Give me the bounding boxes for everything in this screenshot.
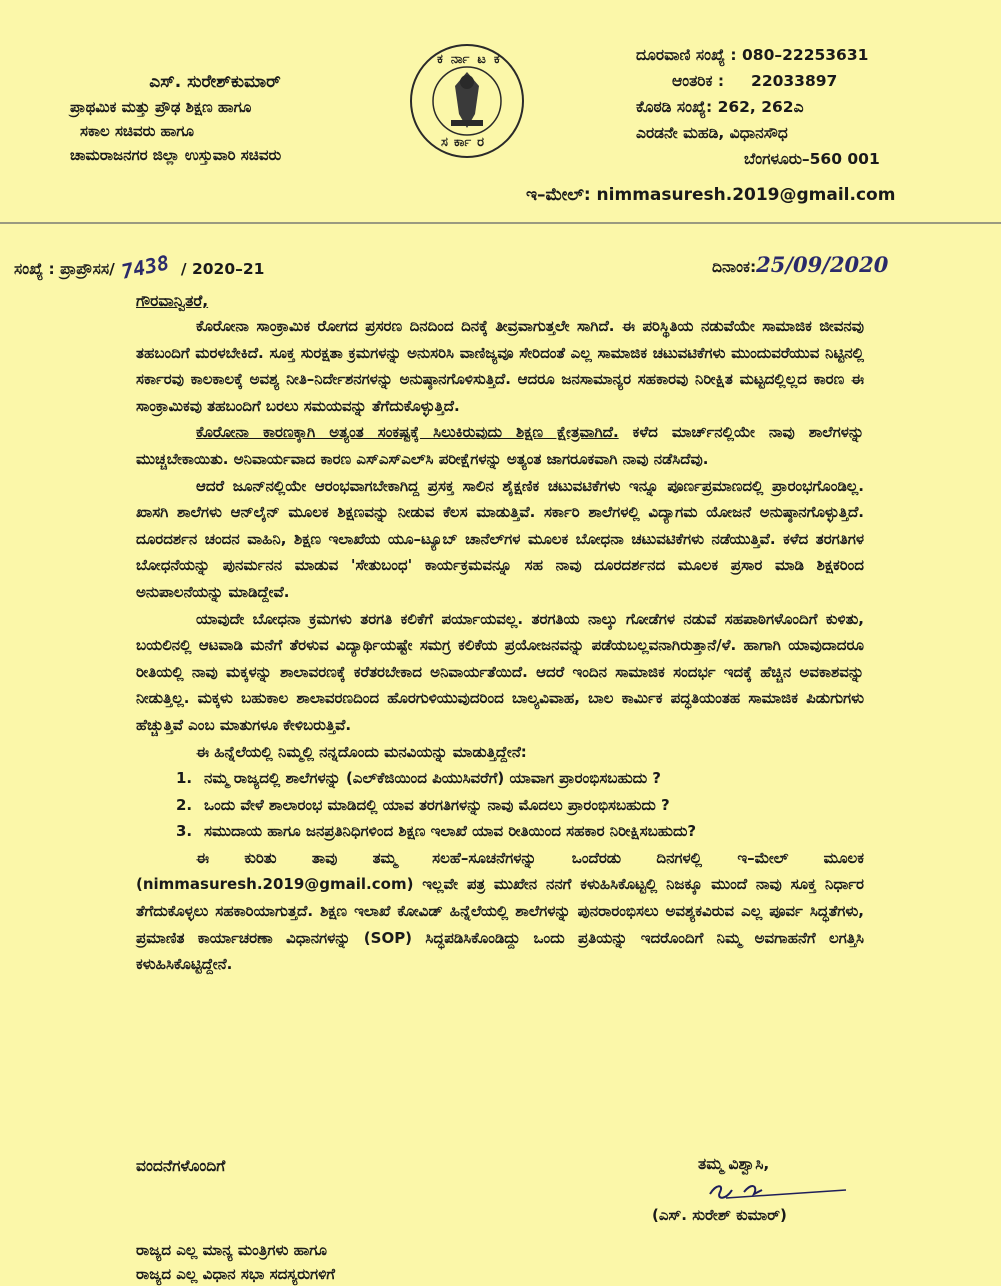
closing-yours: ತಮ್ಮ ವಿಶ್ವಾಸಿ,: [698, 1155, 770, 1173]
question-item: 2. ಒಂದು ವೇಳೆ ಶಾಲಾರಂಭ ಮಾಡಿದಲ್ಲಿ ಯಾವ ತರಗತಿಗಳನ್ನು ನಾವು ಮೊದಲು ಪ್ರಾರಂಭಿಸಬಹುದು ?: [176, 795, 670, 814]
signature-icon: [696, 1176, 856, 1206]
paragraph-2-rest: ಕಳೆದ ಮಾರ್ಚ್‌ನಲ್ಲಿಯೇ ನಾವು ಶಾಲೆಗಳನ್ನು ಮುಚ್ಚಬೇಕಾಯಿತು. ಅನಿವಾರ್ಯವಾದ ಕಾರಣ ಎಸ್‌ಎಸ್‌ಎಲ್‌ಸಿ ಪರೀಕ್ಷೆಗಳನ್ನು ಅತ್ಯಂತ ಜಾಗರೂಕವಾಗಿ ನಾವು ನಡೆಸಿದೆವು.: [136, 423, 864, 468]
date-label: ದಿನಾಂಕ:: [712, 258, 757, 276]
reference-year: / 2020–21: [180, 260, 265, 278]
minister-header: [70, 72, 370, 164]
phone-number: ದೂರವಾಣಿ ಸಂಖ್ಯೆ : 080–22253631: [636, 46, 869, 64]
question-item: 1. ನಮ್ಮ ರಾಜ್ಯದಲ್ಲಿ ಶಾಲೆಗಳನ್ನು (ಎಲ್‌ಕೆಜಿಯಿಂದ ಪಿಯುಸಿವರೆಗೆ) ಯಾವಾಗ ಪ್ರಾರಂಭಿಸಬಹುದು ?: [176, 769, 662, 788]
paragraph-6-email[interactable]: (nimmasuresh.2019@gmail.com): [136, 875, 414, 894]
designation-line-2: ಸಕಾಲ ಸಚಿವರು ಹಾಗೂ: [80, 122, 194, 140]
reference-handwritten-number: 7438: [118, 250, 171, 284]
paragraph-5: ಈ ಹಿನ್ನೆಲೆಯಲ್ಲಿ ನಿಮ್ಮಲ್ಲಿ ನನ್ನದೊಂದು ಮನವಿಯನ್ನು ಮಾಡುತ್ತಿದ್ದೇನೆ:: [196, 742, 527, 761]
question-list: [176, 765, 864, 845]
paragraph-3: ಆದರೆ ಜೂನ್‌ನಲ್ಲಿಯೇ ಆರಂಭವಾಗಬೇಕಾಗಿದ್ದ ಪ್ರಸಕ್ತ ಸಾಲಿನ ಶೈಕ್ಷಣಿಕ ಚಟುವಟಿಕೆಗಳು ಇನ್ನೂ ಪೂರ್ಣಪ್ರಮಾಣದಲ್ಲಿ ಪ್ರಾರಂಭಗೊಂಡಿಲ್ಲ. ಖಾಸಗಿ ಶಾಲೆಗಳು ಆನ್‌ಲೈನ್ ಮೂಲಕ ಶಿಕ್ಷಣವನ್ನು ನೀಡುವ ಕೆಲಸ ಮಾಡುತ್ತಿವೆ. ಸರ್ಕಾರಿ ಶಾಲೆಗಳಲ್ಲಿ ವಿದ್ಯಾಗಮ ಯೋಜನೆ ಅನುಷ್ಠಾನಗೊಳ್ಳುತ್ತಿದೆ. ದೂರದರ್ಶನ ಚಂದನ ವಾಹಿನಿ, ಶಿಕ್ಷಣ ಇಲಾಖೆಯ ಯೂ–ಟ್ಯೂಬ್ ಚಾನೆಲ್‌ಗಳ ಮೂಲಕ ಬೋಧನಾ ಚಟುವಟಿಕೆಗಳು ನಡೆಯುತ್ತಿವೆ. ಕಳೆದ ತರಗತಿಗಳ ಬೋಧನೆಯನ್ನು ಪುನರ್ಮನನ ಮಾಡುವ 'ಸೇತುಬಂಧ' ಕಾರ್ಯಕ್ರಮವನ್ನೂ ಸಹ ನಾವು ದೂರದರ್ಶನದ ಮೂಲಕ ಪ್ರಸಾರ ಮಾಡಿ ಶಿಕ್ಷಕರಿಂದ ಅನುಪಾಲನೆಯನ್ನು ಮಾಡಿದ್ದೇವೆ.: [136, 476, 864, 601]
email-label: ಇ–ಮೇಲ್:: [526, 185, 591, 205]
office-floor: ಎರಡನೇ ಮಹಡಿ, ವಿಧಾನಸೌಧ: [636, 124, 788, 142]
paragraph-6-start: ಈ ಕುರಿತು ತಾವು ತಮ್ಮ ಸಲಹೆ–ಸೂಚನೆಗಳನ್ನು ಒಂದೆರಡು ದಿನಗಳಲ್ಲಿ ಇ–ಮೇಲ್ ಮೂಲಕ: [196, 848, 864, 867]
email-line: [526, 185, 895, 205]
contact-block: [636, 46, 936, 176]
paragraph-2-emphasis: ಕೊರೋನಾ ಕಾರಣಕ್ಕಾಗಿ ಅತ್ಯಂತ ಸಂಕಷ್ಟಕ್ಕೆ ಸಿಲುಕಿರುವುದು ಶಿಕ್ಷಣ ಕ್ಷೇತ್ರವಾಗಿದೆ.: [196, 423, 619, 442]
addressee-line-1: ರಾಜ್ಯದ ಎಲ್ಲ ಮಾನ್ಯ ಮಂತ್ರಿಗಳು ಹಾಗೂ: [136, 1241, 327, 1259]
office-city: ಬೆಂಗಳೂರು–560 001: [744, 150, 880, 168]
paragraph-2: [136, 419, 864, 472]
header-divider: [0, 222, 1001, 224]
paragraph-1: ಕೊರೋನಾ ಸಾಂಕ್ರಾಮಿಕ ರೋಗದ ಪ್ರಸರಣ ದಿನದಿಂದ ದಿನಕ್ಕೆ ತೀವ್ರವಾಗುತ್ತಲೇ ಸಾಗಿದೆ. ಈ ಪರಿಸ್ಥಿತಿಯ ನಡುವೆಯೇ ಸಾಮಾಜಿಕ ಜೀವನವು ತಹಬಂದಿಗೆ ಮರಳಬೇಕಿದೆ. ಸೂಕ್ತ ಸುರಕ್ಷತಾ ಕ್ರಮಗಳನ್ನು ಅನುಸರಿಸಿ ವಾಣಿಜ್ಯವೂ ಸೇರಿದಂತೆ ಎಲ್ಲ ಸಾಮಾಜಿಕ ಚಟುವಟಿಕೆಗಳು ಮುಂದುವರೆಯುವ ನಿಟ್ಟಿನಲ್ಲಿ ಸರ್ಕಾರವು ಕಾಲಕಾಲಕ್ಕೆ ಅವಶ್ಯ ನೀತಿ–ನಿರ್ದೇಶನಗಳನ್ನು ಅನುಷ್ಠಾನಗೊಳಿಸುತ್ತಿದೆ. ಆದರೂ ಜನಸಾಮಾನ್ಯರ ಸಹಕಾರವು ನಿರೀಕ್ಷಿತ ಮಟ್ಟದಲ್ಲಿಲ್ಲದ ಕಾರಣ ಈ ಸಾಂಕ್ರಾಮಿಕವು ತಹಬಂದಿಗೆ ಬರಲು ಸಮಯವನ್ನು ತೆಗೆದುಕೊಳ್ಳುತ್ತಿದೆ.: [136, 317, 864, 415]
designation-line-3: ಚಾಮರಾಜನಗರ ಜಿಲ್ಲಾ ಉಸ್ತುವಾರಿ ಸಚಿವರು: [70, 146, 282, 164]
room-number: ಕೊಠಡಿ ಸಂಖ್ಯೆ: 262, 262ಎ: [636, 98, 804, 116]
date-handwritten-value: 25/09/2020: [756, 252, 889, 277]
emblem-top-text: ಕರ್ನಾಟಕ: [437, 52, 508, 67]
reference-label: ಸಂಖ್ಯೆ : ಪ್ರಾಪ್ರೌಸಸ/: [14, 260, 115, 278]
addressee: [136, 1238, 335, 1286]
emblem-bottom-text: ಸರ್ಕಾರ: [441, 135, 490, 150]
paragraph-6-rest: ಇಲ್ಲವೇ ಪತ್ರ ಮುಖೇನ ನನಗೆ ಕಳುಹಿಸಿಕೊಟ್ಟಲ್ಲಿ ನಿಜಕ್ಕೂ ಮುಂದೆ ನಾವು ಸೂಕ್ತ ನಿರ್ಧಾರ ತೆಗೆದುಕೊಳ್ಳಲು ಸಹಕಾರಿಯಾಗುತ್ತದೆ. ಶಿಕ್ಷಣ ಇಲಾಖೆ ಕೋವಿಡ್ ಹಿನ್ನೆಲೆಯಲ್ಲಿ ಶಾಲೆಗಳನ್ನು ಪುನರಾರಂಭಿಸಲು ಅವಶ್ಯಕವಿರುವ ಎಲ್ಲ ಪೂರ್ವ ಸಿದ್ಧತೆಗಳು, ಪ್ರಮಾಣಿತ ಕಾರ್ಯಾಚರಣಾ ವಿಧಾನಗಳನ್ನು (SOP) ಸಿದ್ಧಪಡಿಸಿಕೊಂಡಿದ್ದು ಒಂದು ಪ್ರತಿಯನ್ನು ಇದರೊಂದಿಗೆ ನಿಮ್ಮ ಅವಗಾಹನೆಗೆ ಲಗತ್ತಿಸಿ ಕಳುಹಿಸಿಕೊಟ್ಟಿದ್ದೇನೆ.: [136, 875, 864, 974]
paragraph-6: [136, 845, 864, 978]
closing-greeting: ವಂದನೆಗಳೊಂದಿಗೆ: [136, 1157, 226, 1175]
email-address[interactable]: nimmasuresh.2019@gmail.com: [596, 185, 896, 205]
designation-line-1: ಪ್ರಾಥಮಿಕ ಮತ್ತು ಪ್ರೌಢ ಶಿಕ್ಷಣ ಹಾಗೂ: [70, 98, 252, 116]
letter-body: [136, 313, 864, 978]
internal-number: ಆಂತರಿಕ : 22033897: [672, 72, 838, 90]
signatory-name: (ಎಸ್. ಸುರೇಶ್ ಕುಮಾರ್): [652, 1206, 787, 1224]
karnataka-emblem-icon: [407, 42, 527, 160]
addressee-line-2: ರಾಜ್ಯದ ಎಲ್ಲ ವಿಧಾನ ಸಭಾ ಸದಸ್ಯರುಗಳಿಗೆ: [136, 1265, 335, 1283]
minister-name: ಎಸ್. ಸುರೇಶ್‌ಕುಮಾರ್: [149, 72, 281, 92]
reference-number: [14, 250, 265, 284]
paragraph-4: ಯಾವುದೇ ಬೋಧನಾ ಕ್ರಮಗಳು ತರಗತಿ ಕಲಿಕೆಗೆ ಪರ್ಯಾಯವಲ್ಲ. ತರಗತಿಯ ನಾಲ್ಕು ಗೋಡೆಗಳ ನಡುವೆ ಸಹಪಾಠಿಗಳೊಂದಿಗೆ ಕುಳಿತು, ಬಯಲಿನಲ್ಲಿ ಆಟವಾಡಿ ಮನೆಗೆ ತೆರಳುವ ವಿದ್ಯಾರ್ಥಿಯಷ್ಟೇ ಸಮಗ್ರ ಕಲಿಕೆಯ ಪ್ರಯೋಜನವನ್ನು ಪಡೆಯಬಲ್ಲವನಾಗಿರುತ್ತಾನೆ/ಳೆ. ಹಾಗಾಗಿ ಯಾವುದಾದರೂ ರೀತಿಯಲ್ಲಿ ನಾವು ಮಕ್ಕಳನ್ನು ಶಾಲಾವರಣಕ್ಕೆ ಕರೆತರಬೇಕಾದ ಅನಿವಾರ್ಯತೆಯಿದೆ. ಆದರೆ ಇಂದಿನ ಸಾಮಾಜಿಕ ಸಂದರ್ಭ ಇದಕ್ಕೆ ಹೆಚ್ಚಿನ ಅವಕಾಶವನ್ನು ನೀಡುತ್ತಿಲ್ಲ. ಮಕ್ಕಳು ಬಹುಕಾಲ ಶಾಲಾವರಣದಿಂದ ಹೊರಗುಳಿಯುವುದರಿಂದ ಬಾಲ್ಯವಿವಾಹ, ಬಾಲ ಕಾರ್ಮಿಕ ಪದ್ಧತಿಯಂತಹ ಸಾಮಾಜಿಕ ಪಿಡುಗುಗಳು ಹೆಚ್ಚುತ್ತಿವೆ ಎಂಬ ಮಾತುಗಳೂ ಕೇಳಿಬರುತ್ತಿವೆ.: [136, 609, 864, 734]
question-item: 3. ಸಮುದಾಯ ಹಾಗೂ ಜನಪ್ರತಿನಿಧಿಗಳಿಂದ ಶಿಕ್ಷಣ ಇಲಾಖೆ ಯಾವ ರೀತಿಯಿಂದ ಸಹಕಾರ ನಿರೀಕ್ಷಿಸಬಹುದು?: [176, 822, 697, 841]
letter-date: [712, 252, 888, 277]
salutation: ಗೌರವಾನ್ವಿತರೆ,: [136, 292, 209, 310]
